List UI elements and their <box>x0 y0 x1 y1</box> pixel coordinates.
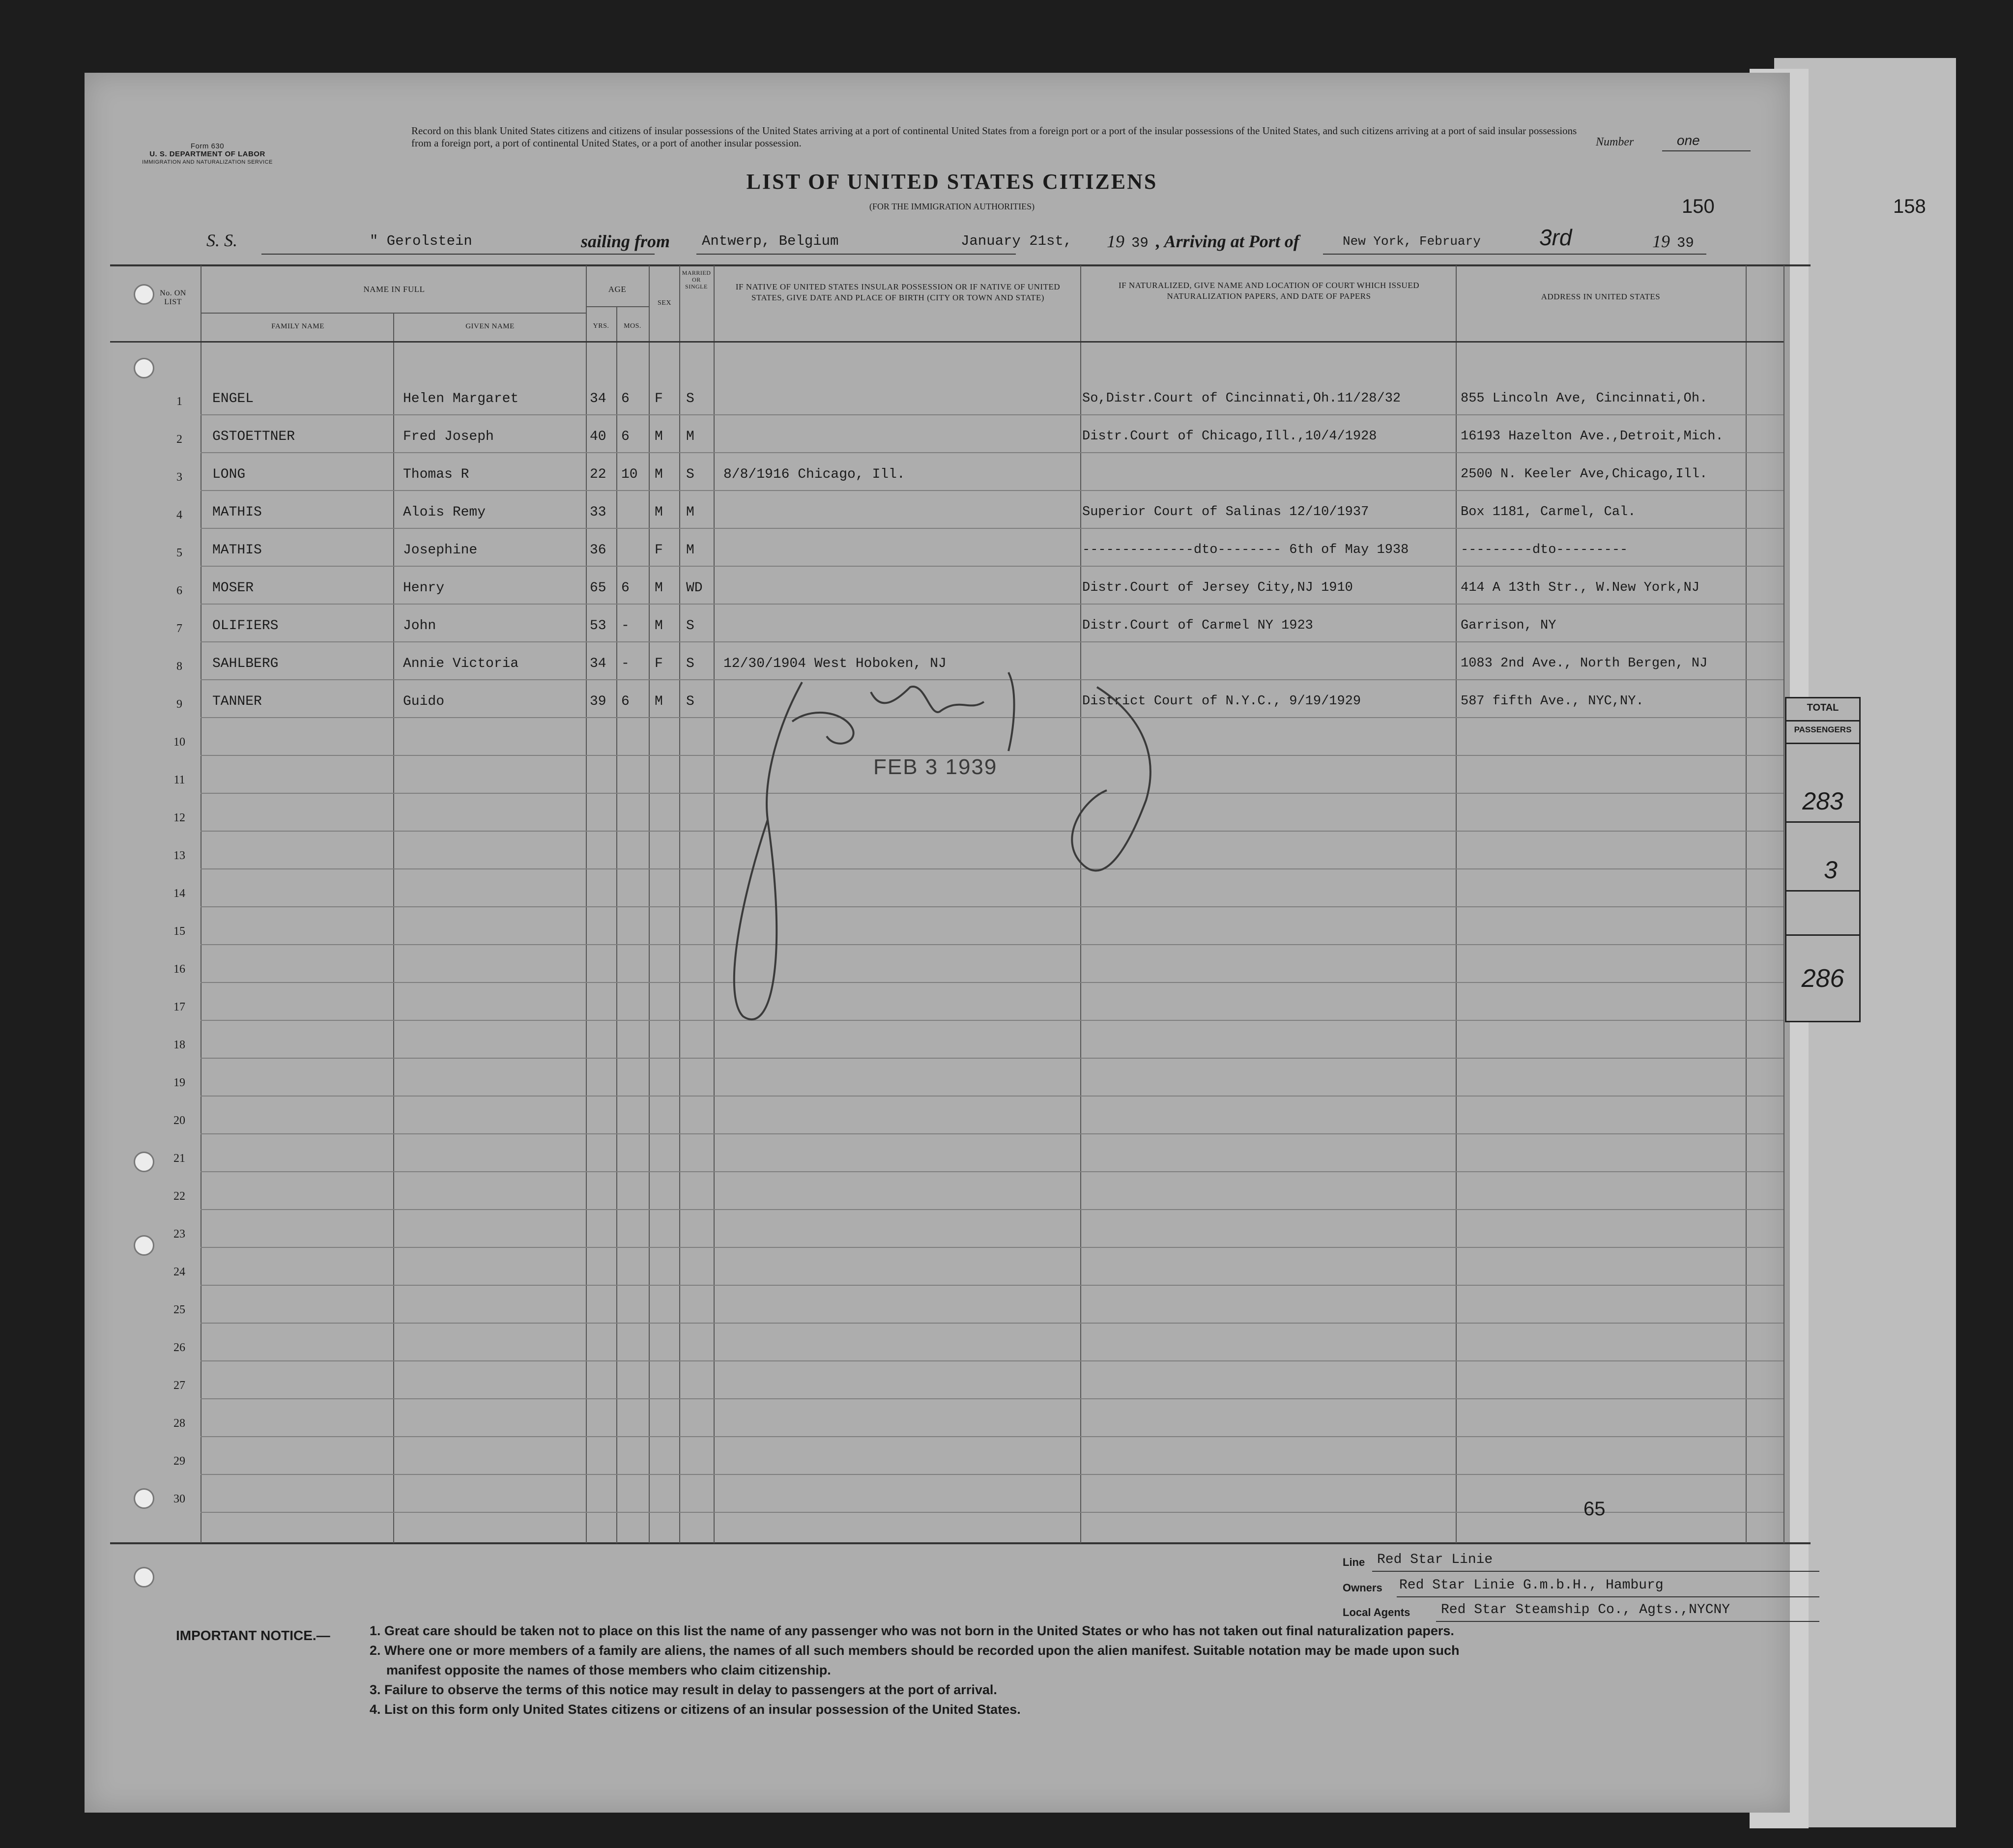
row-number: 15 <box>173 925 185 938</box>
totals-box <box>1785 697 1861 1022</box>
row-number: 6 <box>176 584 182 597</box>
cell-sex: F <box>655 391 663 406</box>
cell-yrs: 53 <box>590 618 606 634</box>
cell-address: 855 Lincoln Ave, Cincinnati,Oh. <box>1461 391 1708 406</box>
cell-given: Josephine <box>403 543 478 558</box>
year-1: 39 <box>1131 235 1149 251</box>
cell-family: MATHIS <box>212 543 262 558</box>
notice-item-2-cont: manifest opposite the names of those members who claim citizenship. <box>386 1663 831 1677</box>
year-2: 39 <box>1677 235 1694 251</box>
row-rule <box>201 1096 1783 1097</box>
owners-label: Owners <box>1343 1582 1382 1594</box>
received-date-stamp: FEB 3 1939 <box>873 755 998 779</box>
page-number-stamp-2: 158 <box>1893 196 1926 217</box>
header-age: AGE <box>608 285 627 294</box>
bottom-number: 65 <box>1583 1498 1606 1520</box>
row-number: 30 <box>173 1493 185 1505</box>
service: IMMIGRATION AND NATURALIZATION SERVICE <box>142 159 273 165</box>
cell-family: GSTOETTNER <box>212 429 295 444</box>
col-divider <box>1456 265 1457 1543</box>
punch-hole <box>134 1235 154 1256</box>
cell-address: 587 fifth Ave., NYC,NY. <box>1461 694 1644 709</box>
row-number: 4 <box>176 509 182 521</box>
cell-court: --------------dto-------- 6th of May 1938 <box>1082 543 1409 557</box>
punch-hole <box>134 1488 154 1509</box>
header-family-name: FAMILY NAME <box>271 322 324 330</box>
totals-label-2: PASSENGERS <box>1794 725 1852 734</box>
row-rule <box>201 604 1783 605</box>
header-sex: SEX <box>658 299 671 307</box>
totals-value-3: 286 <box>1801 964 1844 993</box>
line-value: Red Star Linie <box>1377 1552 1493 1567</box>
arrival-underline <box>1323 254 1706 255</box>
year-prefix-2: 19 <box>1652 231 1670 251</box>
row-number: 19 <box>173 1076 185 1089</box>
row-number: 2 <box>176 433 182 446</box>
row-rule <box>201 641 1783 642</box>
row-rule <box>201 414 1783 415</box>
punch-hole <box>134 284 154 305</box>
signature-scrawl <box>664 653 1205 1026</box>
cell-family: SAHLBERG <box>212 656 279 671</box>
year-prefix-1: 19 <box>1107 231 1124 251</box>
cell-yrs: 22 <box>590 467 606 482</box>
row-rule <box>201 528 1783 529</box>
number-label: Number <box>1596 136 1634 148</box>
cell-court: District Court of N.Y.C., 9/19/1929 <box>1082 694 1361 709</box>
header-address: ADDRESS IN UNITED STATES <box>1541 292 1661 301</box>
cell-address: Box 1181, Carmel, Cal. <box>1461 505 1636 520</box>
cell-court: Distr.Court of Carmel NY 1923 <box>1082 618 1313 633</box>
header-birth: IF NATIVE OF UNITED STATES INSULAR POSSESSION OR IF NATIVE OF UNITED STATES, GIVE DATE AND PLACE OF BIRTH (CITY OR TOWN AND STATE) <box>735 282 1061 302</box>
row-rule <box>201 1436 1783 1437</box>
cell-address: ---------dto--------- <box>1461 543 1628 557</box>
ship-name: " Gerolstein <box>370 233 472 249</box>
cell-ms: M <box>686 429 694 444</box>
owners-value: Red Star Linie G.m.b.H., Hamburg <box>1399 1578 1664 1593</box>
cell-mos: 6 <box>621 694 630 709</box>
header-naturalized: IF NATURALIZED, GIVE NAME AND LOCATION OF COURT WHICH ISSUED NATURALIZATION PAPERS, AND DATE OF PAPERS <box>1118 281 1419 301</box>
cell-ms: M <box>686 543 694 558</box>
cell-yrs: 40 <box>590 429 606 444</box>
row-number: 7 <box>176 622 182 635</box>
row-number: 28 <box>173 1417 185 1430</box>
row-rule <box>201 1209 1783 1210</box>
row-rule <box>201 1323 1783 1324</box>
row-number: 27 <box>173 1379 185 1392</box>
cell-yrs: 33 <box>590 505 606 520</box>
header-line <box>586 306 649 307</box>
totals-label: TOTAL <box>1807 702 1839 713</box>
table-top-border <box>110 264 1811 266</box>
col-divider <box>649 265 650 1543</box>
cell-family: OLIFIERS <box>212 618 279 634</box>
row-rule <box>201 452 1783 453</box>
row-rule <box>201 1360 1783 1361</box>
ss-label: S. S. <box>206 231 237 250</box>
col-divider <box>586 265 587 1543</box>
cell-address: 16193 Hazelton Ave.,Detroit,Mich. <box>1461 429 1724 444</box>
cell-ms: S <box>686 618 694 634</box>
punch-hole <box>134 358 154 378</box>
row-number: 25 <box>173 1303 185 1316</box>
cell-mos: 10 <box>621 467 638 482</box>
notice-item-3: 3. Failure to observe the terms of this notice may result in delay to passengers at the port of arrival. <box>370 1682 997 1697</box>
cell-given: Henry <box>403 580 445 596</box>
cell-court: So,Distr.Court of Cincinnati,Oh.11/28/32 <box>1082 391 1401 406</box>
page-number-stamp: 150 <box>1682 196 1715 217</box>
row-rule <box>201 490 1783 491</box>
cell-address: 2500 N. Keeler Ave,Chicago,Ill. <box>1461 467 1708 482</box>
cell-sex: M <box>655 429 663 444</box>
line-underline <box>1372 1571 1819 1572</box>
cell-given: Fred Joseph <box>403 429 494 444</box>
cell-court: Superior Court of Salinas 12/10/1937 <box>1082 505 1369 520</box>
number-value: one <box>1677 133 1700 148</box>
cell-ms: S <box>686 467 694 482</box>
cell-sex: M <box>655 618 663 634</box>
cell-yrs: 65 <box>590 580 606 596</box>
row-number: 20 <box>173 1114 185 1127</box>
col-divider <box>1783 265 1784 1543</box>
row-rule <box>201 566 1783 567</box>
date-from: January 21st, <box>961 233 1072 249</box>
cell-sex: M <box>655 580 663 596</box>
table-bottom-border <box>110 1542 1811 1544</box>
col-divider <box>616 306 617 1543</box>
cell-family: TANNER <box>212 694 262 709</box>
cell-yrs: 34 <box>590 656 606 671</box>
punch-hole <box>134 1152 154 1172</box>
port-arrival: New York, February <box>1343 234 1481 249</box>
cell-ms: S <box>686 391 694 406</box>
owners-underline <box>1397 1596 1819 1597</box>
cell-court: Distr.Court of Jersey City,NJ 1910 <box>1082 580 1353 595</box>
port-from-underline <box>696 254 1016 255</box>
totals-value-2: 3 <box>1824 856 1838 884</box>
row-rule <box>201 1058 1783 1059</box>
cell-address: Garrison, NY <box>1461 618 1556 633</box>
row-number: 23 <box>173 1228 185 1241</box>
row-rule <box>201 1247 1783 1248</box>
cell-sex: F <box>655 656 663 671</box>
port-from: Antwerp, Belgium <box>702 233 839 249</box>
row-number: 17 <box>173 1001 185 1013</box>
row-number: 12 <box>173 811 185 824</box>
cell-given: Helen Margaret <box>403 391 519 406</box>
cell-given: Thomas R <box>403 467 469 482</box>
cell-sex: M <box>655 505 663 520</box>
cell-given: Alois Remy <box>403 505 486 520</box>
agents-value: Red Star Steamship Co., Agts.,NYCNY <box>1441 1602 1730 1617</box>
line-label: Line <box>1343 1556 1365 1568</box>
totals-rule <box>1786 743 1859 744</box>
agents-label: Local Agents <box>1343 1606 1410 1618</box>
cell-sex: F <box>655 543 663 558</box>
sailing-from-label: sailing from <box>581 231 670 251</box>
notice-items <box>370 1621 1819 1719</box>
row-number: 13 <box>173 849 185 862</box>
cell-family: MOSER <box>212 580 254 596</box>
row-number: 1 <box>176 395 182 408</box>
department: U. S. DEPARTMENT OF LABOR <box>149 150 265 158</box>
row-number: 26 <box>173 1341 185 1354</box>
notice-item-4: 4. List on this form only United States citizens or citizens of an insular possession of the United States. <box>370 1702 1021 1717</box>
header-bottom-line <box>110 341 1783 343</box>
row-number: 29 <box>173 1455 185 1468</box>
cell-ms: S <box>686 694 694 709</box>
row-rule <box>201 1285 1783 1286</box>
totals-rule <box>1786 890 1859 892</box>
cell-yrs: 34 <box>590 391 606 406</box>
row-number: 16 <box>173 963 185 976</box>
cell-court: Distr.Court of Chicago,Ill.,10/4/1928 <box>1082 429 1377 444</box>
notice-heading: IMPORTANT NOTICE.— <box>176 1628 330 1643</box>
totals-rule <box>1786 821 1859 823</box>
totals-rule <box>1786 934 1859 936</box>
cell-address: 414 A 13th Str., W.New York,NJ <box>1461 580 1700 595</box>
intro-text: Record on this blank United States citizens and citizens of insular possessions of the United States arriving at a port of continental United States from a foreign port or a port of the insular possessions of the United States, and such citizens arriving at a port of said insular possessions from a foreign port, a port of continental United States, or a port of another insular possession. <box>411 125 1577 149</box>
header-mos: MOS. <box>624 322 641 330</box>
row-number: 10 <box>173 736 185 749</box>
cell-family: ENGEL <box>212 391 254 406</box>
row-number: 22 <box>173 1190 185 1203</box>
cell-birth: 8/8/1916 Chicago, Ill. <box>723 467 905 482</box>
cell-sex: M <box>655 467 663 482</box>
cell-mos: - <box>621 618 630 634</box>
number-underline <box>1662 150 1751 151</box>
row-number: 5 <box>176 547 182 559</box>
cell-mos: - <box>621 656 630 671</box>
row-number: 3 <box>176 471 182 484</box>
header-given-name: GIVEN NAME <box>465 322 515 330</box>
cell-yrs: 39 <box>590 694 606 709</box>
ship-underline <box>261 254 655 255</box>
cell-ms: WD <box>686 580 703 596</box>
row-number: 24 <box>173 1266 185 1278</box>
page-title: LIST OF UNITED STATES CITIZENS <box>746 170 1158 194</box>
header-name-in-full: NAME IN FULL <box>363 285 425 294</box>
form-number: Form 630 <box>190 142 225 150</box>
col-divider <box>393 313 394 1543</box>
row-rule <box>201 1171 1783 1172</box>
cell-ms: M <box>686 505 694 520</box>
cell-family: MATHIS <box>212 505 262 520</box>
totals-rule <box>1786 720 1859 722</box>
punch-hole <box>134 1567 154 1588</box>
cell-mos: 6 <box>621 429 630 444</box>
totals-value-1: 283 <box>1802 787 1843 815</box>
row-number: 11 <box>173 774 185 786</box>
header-line <box>201 313 586 314</box>
row-number: 18 <box>173 1039 185 1051</box>
row-rule <box>201 1474 1783 1475</box>
notice-item-2: 2. Where one or more members of a family are aliens, the names of all such members should be recorded upon the alien manifest. Suitable notation may be made upon such <box>370 1643 1460 1658</box>
arrival-day: 3rd <box>1539 225 1572 250</box>
cell-given: John <box>403 618 436 634</box>
cell-ms: S <box>686 656 694 671</box>
page-subtitle: (FOR THE IMMIGRATION AUTHORITIES) <box>869 202 1035 211</box>
row-number: 21 <box>173 1152 185 1165</box>
row-rule <box>201 1133 1783 1134</box>
cell-mos: 6 <box>621 391 630 406</box>
arriving-label: , Arriving at Port of <box>1156 231 1299 251</box>
cell-sex: M <box>655 694 663 709</box>
col-divider <box>1746 265 1747 1543</box>
cell-given: Guido <box>403 694 445 709</box>
cell-birth: 12/30/1904 West Hoboken, NJ <box>723 656 947 671</box>
row-number: 8 <box>176 660 182 673</box>
cell-yrs: 36 <box>590 543 606 558</box>
form-id <box>129 143 286 166</box>
header-yrs: YRS. <box>593 322 609 330</box>
header-married-single: MARRIED OR SINGLE <box>682 269 711 290</box>
cell-mos: 6 <box>621 580 630 596</box>
header-no-on-list: No. ON LIST <box>160 289 186 306</box>
row-rule <box>201 1512 1783 1513</box>
cell-address: 1083 2nd Ave., North Bergen, NJ <box>1461 656 1708 671</box>
row-number: 14 <box>173 887 185 900</box>
row-number: 9 <box>176 698 182 711</box>
notice-item-1: 1. Great care should be taken not to place on this list the name of any passenger who was not born in the United States or who has not taken out final naturalization papers. <box>370 1623 1454 1638</box>
cell-given: Annie Victoria <box>403 656 519 671</box>
row-rule <box>201 1398 1783 1399</box>
cell-family: LONG <box>212 467 246 482</box>
